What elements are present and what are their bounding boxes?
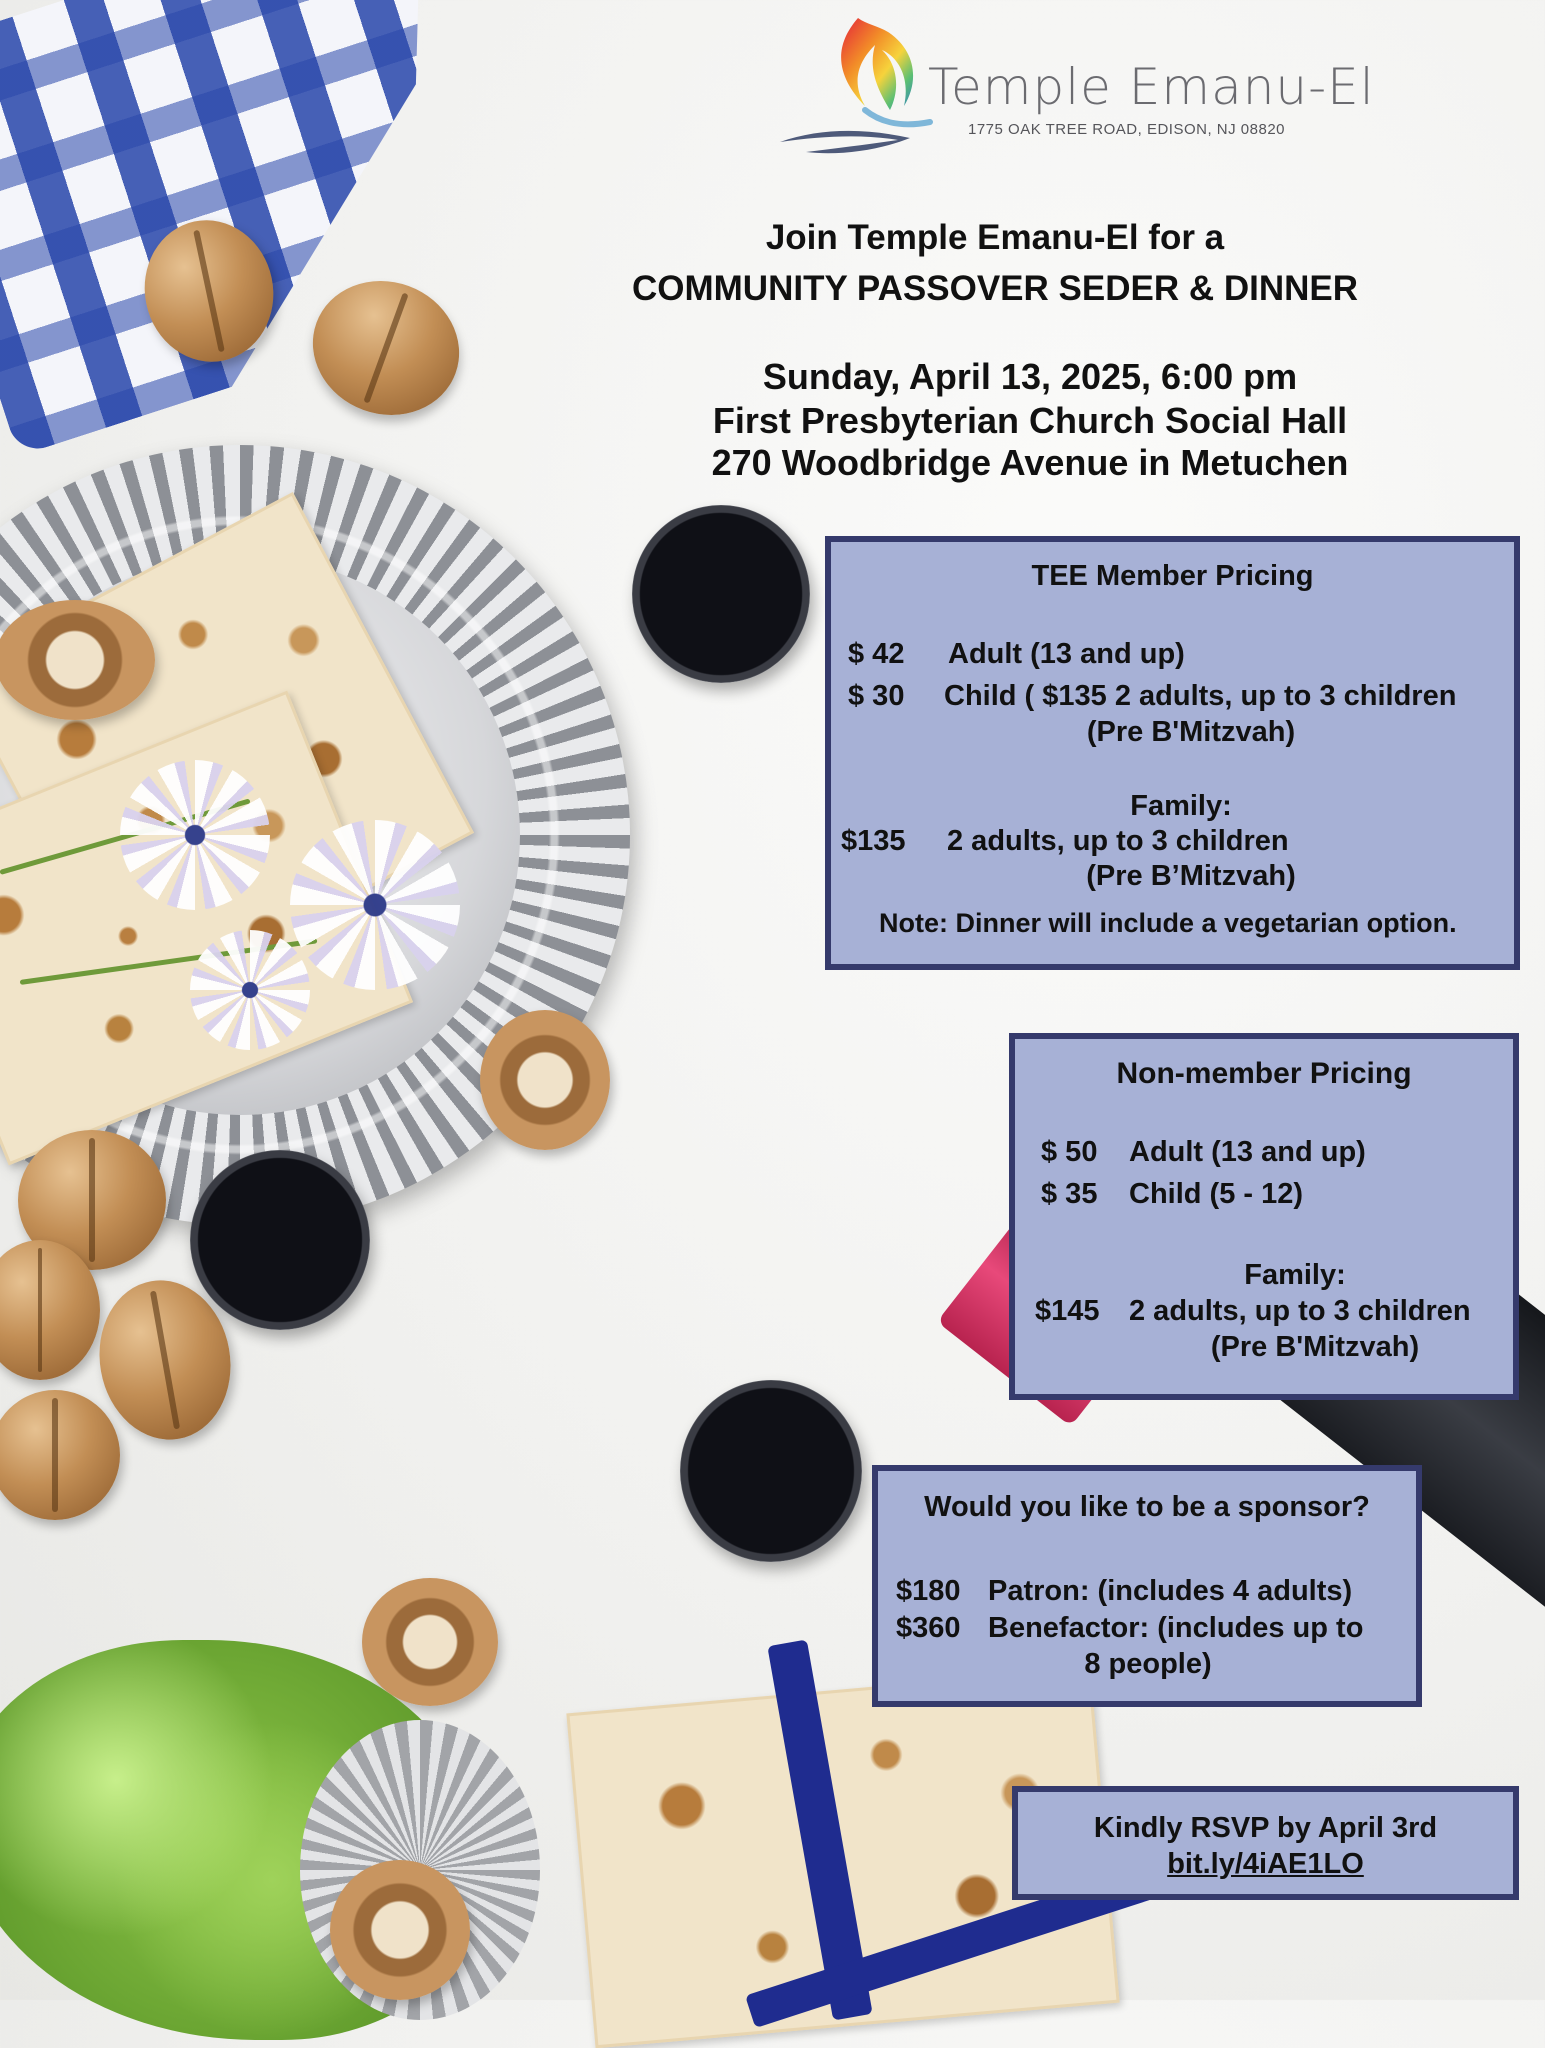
nonmember-child-price: $ 35 bbox=[1041, 1178, 1098, 1210]
member-child-price: $ 30 bbox=[848, 680, 905, 712]
nonmember-adult-label: Adult (13 and up) bbox=[1129, 1136, 1366, 1168]
sponsor-patron-price: $180 bbox=[896, 1575, 961, 1607]
open-walnut bbox=[480, 1010, 610, 1150]
wine-cup bbox=[190, 1150, 370, 1330]
member-child-note: (Pre B'Mitzvah) bbox=[1086, 716, 1296, 748]
nonmember-family-note: (Pre B'Mitzvah) bbox=[1210, 1331, 1420, 1363]
checkered-napkin bbox=[0, 0, 551, 456]
sponsor-benefactor-price: $360 bbox=[896, 1612, 961, 1644]
open-walnut bbox=[330, 1860, 470, 2000]
nonmember-pricing-box bbox=[1009, 1033, 1519, 1400]
event-address: 270 Woodbridge Avenue in Metuchen bbox=[711, 442, 1349, 483]
walnut bbox=[0, 1390, 120, 1520]
event-venue: First Presbyterian Church Social Hall bbox=[712, 400, 1348, 441]
member-adult-price: $ 42 bbox=[848, 638, 905, 670]
member-family-note: (Pre B’Mitzvah) bbox=[1086, 860, 1296, 892]
daisy-flower bbox=[290, 820, 460, 990]
wine-cup bbox=[680, 1380, 862, 1562]
member-family-price: $135 bbox=[841, 825, 906, 857]
nonmember-child-label: Child (5 - 12) bbox=[1129, 1178, 1304, 1210]
rsvp-link[interactable]: bit.ly/4iAE1LO bbox=[1167, 1848, 1364, 1880]
rsvp-box bbox=[1012, 1786, 1519, 1900]
nonmember-family-label: 2 adults, up to 3 children bbox=[1129, 1295, 1471, 1327]
daisy-flower bbox=[120, 760, 270, 910]
sponsor-box bbox=[872, 1465, 1422, 1707]
member-child-label: Child ( $135 2 adults, up to 3 children bbox=[944, 680, 1457, 712]
member-family-label: 2 adults, up to 3 children bbox=[947, 825, 1289, 857]
logo-address: 1775 OAK TREE ROAD, EDISON, NJ 08820 bbox=[968, 121, 1286, 138]
heading-line-2: COMMUNITY PASSOVER SEDER & DINNER bbox=[631, 269, 1358, 308]
nonmember-pricing-title: Non-member Pricing bbox=[1116, 1057, 1412, 1090]
member-pricing-title: TEE Member Pricing bbox=[1031, 560, 1314, 592]
sponsor-benefactor-label: Benefactor: (includes up to bbox=[988, 1612, 1364, 1644]
sponsor-title: Would you like to be a sponsor? bbox=[924, 1491, 1370, 1523]
sponsor-benefactor-label-cont: 8 people) bbox=[1084, 1648, 1212, 1680]
member-family-title: Family: bbox=[1130, 790, 1232, 822]
nonmember-family-price: $145 bbox=[1035, 1295, 1100, 1327]
rsvp-text: Kindly RSVP by April 3rd bbox=[1093, 1812, 1438, 1844]
heading-line-1: Join Temple Emanu-El for a bbox=[765, 218, 1225, 257]
open-walnut bbox=[362, 1578, 498, 1706]
sponsor-patron-label: Patron: (includes 4 adults) bbox=[988, 1575, 1353, 1607]
wine-cup bbox=[632, 505, 810, 683]
walnut bbox=[294, 261, 478, 436]
member-pricing-box bbox=[825, 536, 1520, 970]
daisy-flower bbox=[190, 930, 310, 1050]
open-walnut bbox=[0, 600, 155, 720]
logo-name: Temple Emanu-El bbox=[928, 58, 1375, 116]
nonmember-family-title: Family: bbox=[1244, 1259, 1346, 1291]
member-adult-label: Adult (13 and up) bbox=[948, 638, 1185, 670]
event-date-time: Sunday, April 13, 2025, 6:00 pm bbox=[762, 356, 1298, 397]
nonmember-adult-price: $ 50 bbox=[1041, 1136, 1098, 1168]
member-note: Note: Dinner will include a vegetarian option. bbox=[879, 908, 1457, 938]
